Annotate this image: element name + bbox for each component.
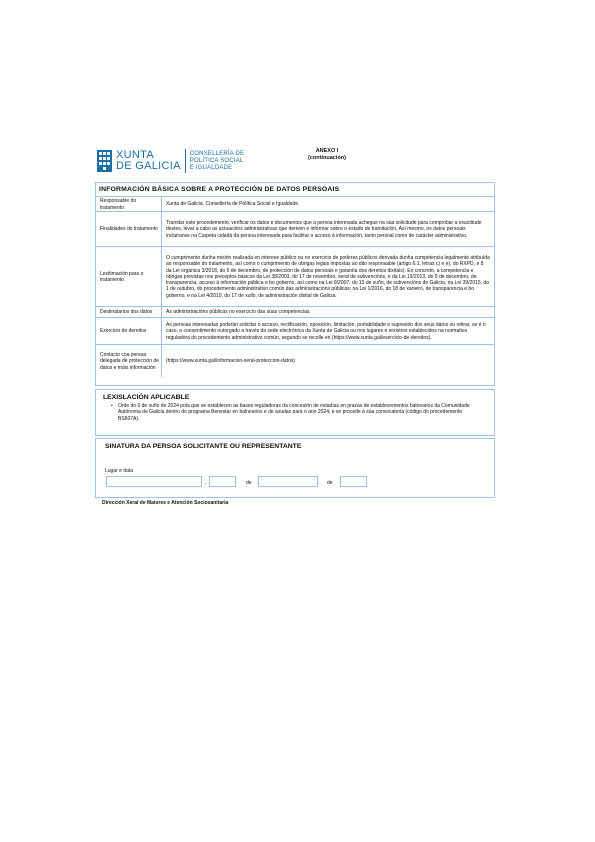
- galicia-crest-icon: [97, 150, 112, 172]
- row-text: As persoas interesadas poderán solicitar o acceso, rectificación, oposición, limitación, portabilidade e supresión dos seus datos ou retirar, se é o caso, o consentimento outorgado a través da sede electrónica da Xunta de Galicia ou nos lugares e rexistros establecidos na normativa reguladora do procedemento administrativo común, segundo se recolle en (https://www.xunta.gal/exercicio-de-dereitos).: [166, 322, 486, 341]
- row-text: O cumprimento dunha misión realizada en interese público ou no exercicio de poderes públicos derivada dunha competencia legalmente atribuída ao responsable do tratamento, así como o cumprimento de obrigas legais impostas ao dito responsable (artigo 6.1, letras c) e e), do RXPD, e 8 da Lei orgánica 3/2018, do 5 de decembro, de protección de datos persoais e garantía dos dereitos dixitais). En concreto, a competencia e obrigas previstas nos preceptos básicos da Lei 38/2003, do 17 de novembro, xeral de subvencións, e da Lei 19/2013, do 9 de decembro, de transparencia, acceso á información pública e bo goberno, así como na Lei 9/2007, do 13 de xuño, de subvencións de Galicia; na Lei 39/2015, do 1 de outubro, do procedemento administrativo común das administracións públicas; na Lei 1/2016, do 18 de xaneiro, de transparencia e bo goberno, e na Lei 4/2019, do 17 de xullo, de administración dixital de Galicia.: [166, 254, 490, 299]
- logo-divider: [185, 149, 186, 173]
- row-text: Tramitar este procedemento, verificar os datos e documentos que a persoa interesada achegue na súa solicitude para comprobar a exactitude destes, levar a cabo as actuacións administrativas que deriven e informar sobre o estado de tramitación. Así mesmo, os datos persoais incluiranse na Carpeta cidadá da persoa interesada para facilitar o acceso á información, tanto persoal como de carácter administrativo.: [166, 220, 482, 239]
- xunta-logo: [97, 146, 244, 176]
- place-input[interactable]: [106, 476, 202, 487]
- data-protection-section: [95, 182, 495, 386]
- data-protection-title: INFORMACIÓN BÁSICA SOBRE A PROTECCIÓN DE DATOS PERSOAIS: [96, 183, 494, 197]
- row-label: Destinatarios dos datos: [96, 307, 162, 317]
- table-row: [96, 345, 494, 377]
- de-separator-1: de: [246, 480, 252, 486]
- row-text: Xunta de Galicia. Consellería de Política Social e Igualdade.: [166, 201, 300, 208]
- annex-line-1: ANEXO I: [315, 148, 339, 154]
- year-input[interactable]: [340, 476, 367, 487]
- row-text: (https://www.xunta.gal/informacion-xeral-proteccion-datos): [166, 358, 295, 365]
- day-input[interactable]: [209, 476, 236, 487]
- legislation-section: [95, 389, 495, 436]
- row-label: Finalidades do tratamento: [96, 212, 162, 246]
- de-separator-2: de: [327, 480, 333, 486]
- signature-section: [95, 438, 495, 498]
- annex-title: [297, 148, 357, 162]
- logo-line-1: XUNTA: [116, 149, 154, 161]
- signature-title: SINATURA DA PERSOA SOLICITANTE OU REPRESENTANTE: [105, 443, 302, 450]
- month-input[interactable]: [258, 476, 318, 487]
- dept-line-2: POLÍTICA SOCIAL: [189, 157, 244, 164]
- annex-line-2: (continuación): [308, 155, 346, 161]
- row-label: Responsable do tratamento: [96, 197, 162, 211]
- xunta-logo-text: [116, 150, 181, 172]
- footer-text: Dirección Xeral de Maiores e Atención Sociosanitaria: [102, 500, 229, 506]
- dept-line-3: E IGUALDADE: [189, 164, 233, 171]
- table-row: [96, 318, 494, 345]
- row-label: Exercicio de dereitos: [96, 318, 162, 344]
- row-label: Lexitimación para o tratamento: [96, 247, 162, 306]
- table-row: [96, 197, 494, 212]
- department-name: [190, 151, 245, 172]
- table-row: [96, 212, 494, 247]
- dept-line-1: CONSELLERÍA DE: [189, 150, 245, 157]
- row-text: As administracións públicas no exercicio das súas competencias.: [166, 309, 311, 316]
- logo-line-2: DE GALICIA: [116, 160, 181, 172]
- table-row: [96, 307, 494, 318]
- legislation-title: LEXISLACIÓN APLICABLE: [103, 394, 190, 401]
- page-header: [97, 146, 497, 176]
- place-date-label: Lugar e data: [105, 468, 134, 474]
- comma-separator: ,: [205, 480, 207, 486]
- row-label: Contacto coa persoa delegada de protección de datos e máis información: [96, 345, 162, 377]
- table-row: [96, 247, 494, 307]
- list-item: • Orde do 6 de xuño de 2024 pola que se establecen as bases reguladoras da concesión de estadías en prazas de establecementos balnearios da Comunidade Autónoma de Galicia dentro do programa Benestar en balnearios e de axudas para o ano 2024, e se procede á súa convocatoria (código do procedemento BS607A).: [96, 401, 494, 422]
